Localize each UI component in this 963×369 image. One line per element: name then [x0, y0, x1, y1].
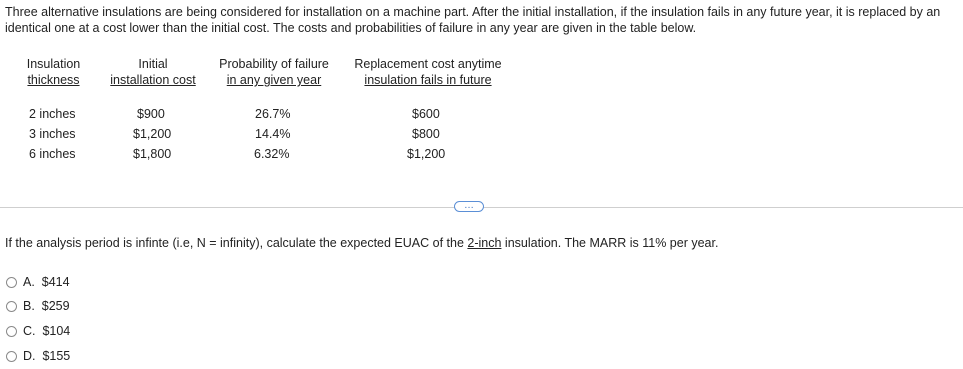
answer-option-c[interactable]: C. $104: [6, 323, 70, 339]
cell-initial-cost: $900: [137, 107, 165, 121]
header-initial-cost: Initial installation cost: [110, 57, 196, 87]
cell-thickness: 6 inches: [29, 147, 76, 161]
radio-button[interactable]: [6, 277, 17, 288]
answer-option-b[interactable]: B. $259: [6, 298, 70, 314]
cell-initial-cost: $1,800: [133, 147, 172, 161]
header-replacement-cost: Replacement cost anytime insulation fails in future: [354, 57, 502, 87]
question-underlined-term: 2-inch: [467, 236, 502, 250]
cell-thickness: 3 inches: [29, 127, 76, 141]
cell-probability: 6.32%: [254, 147, 290, 161]
header-insulation-thickness: Insulation thickness: [26, 57, 81, 87]
problem-intro: Three alternative insulations are being considered for installation on a machine part. After the initial installation, if the insulation fails in any future year, it is replaced by an identical one at a cost lower than the initial cost. The costs and probabilities of failure in any year are given in the table below.: [5, 5, 941, 35]
answer-option-d[interactable]: D. $155: [6, 348, 70, 364]
radio-button[interactable]: [6, 326, 17, 337]
cell-replacement-cost: $600: [412, 107, 440, 121]
answer-option-a[interactable]: A. $414: [6, 274, 70, 290]
radio-button[interactable]: [6, 301, 17, 312]
radio-button[interactable]: [6, 351, 17, 362]
cell-initial-cost: $1,200: [133, 127, 172, 141]
header-probability-failure: Probability of failure in any given year: [219, 57, 329, 87]
cell-replacement-cost: $800: [412, 127, 440, 141]
expand-button[interactable]: …: [454, 201, 484, 212]
cell-probability: 14.4%: [255, 127, 291, 141]
question-text: If the analysis period is infinte (i.e, N = infinity), calculate the expected EUAC of the 2-inch insulation. The MARR is 11% per year.: [5, 236, 719, 250]
cell-replacement-cost: $1,200: [407, 147, 446, 161]
cell-probability: 26.7%: [255, 107, 291, 121]
cell-thickness: 2 inches: [29, 107, 76, 121]
